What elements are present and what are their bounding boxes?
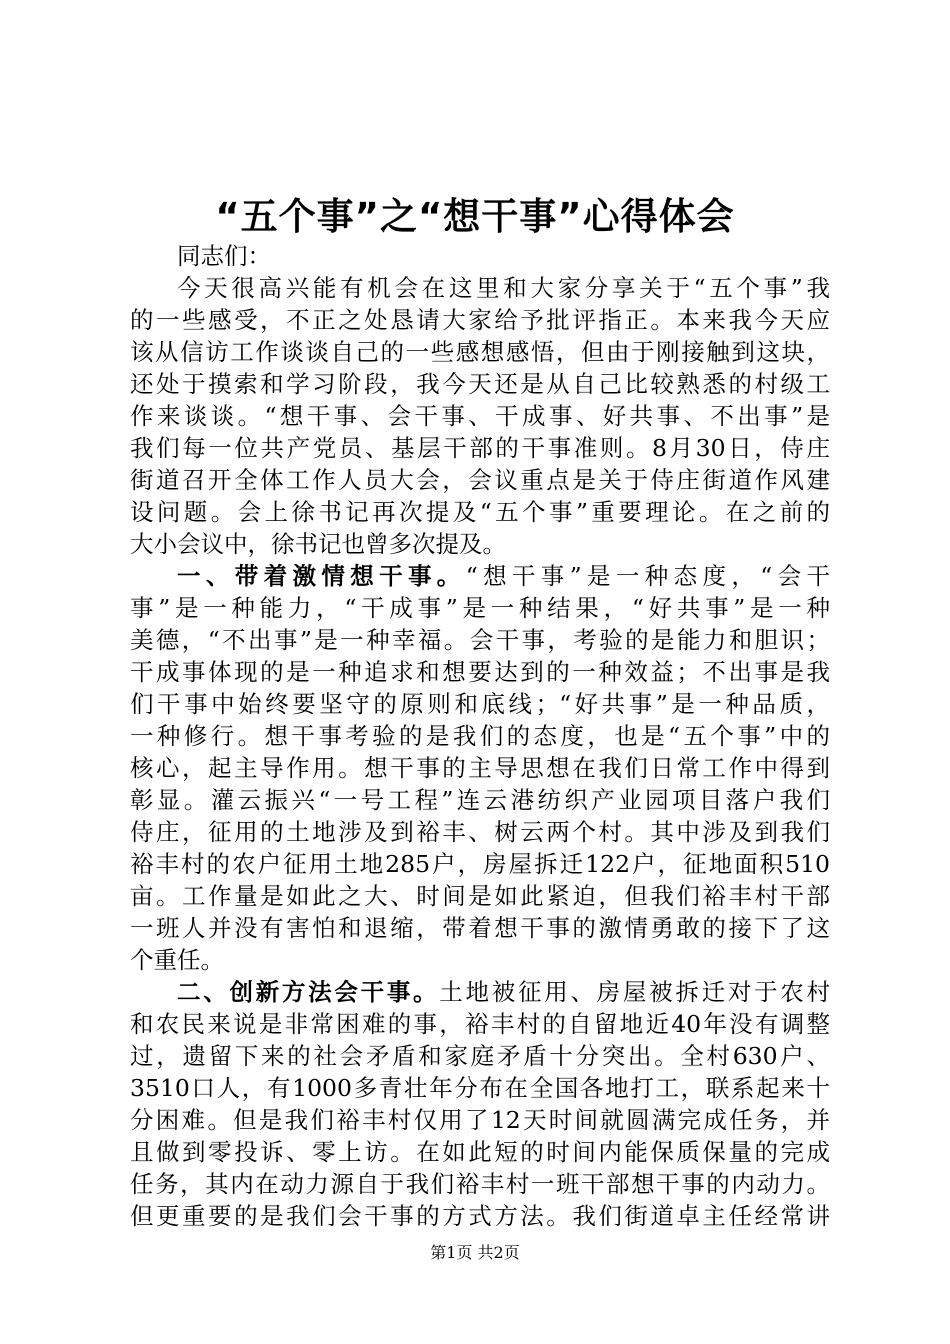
text-line: 们干事中始终要坚守的原则和底线；“好共事”是一种品质， (130, 690, 830, 718)
text-line: 还处于摸索和学习阶段，我今天还是从自己比较熟悉的村级工 (130, 370, 830, 398)
intro-paragraph (130, 272, 830, 560)
document-title: “五个事”之“想干事”心得体会 (215, 195, 735, 238)
text-line: 今天很高兴能有机会在这里和大家分享关于“五个事”我 (177, 274, 830, 302)
section1-paragraph (130, 592, 830, 976)
text-line: 分困难。但是我们裕丰村仅用了12天时间就圆满完成任务，并 (130, 1106, 830, 1134)
text-line: 彰显。灌云振兴“一号工程”连云港纺织产业园项目落户我们 (130, 786, 830, 814)
page-footer: 第1页 共2页 (430, 1243, 520, 1262)
text-line: 我们每一位共产党员、基层干部的干事准则。8月30日，侍庄 (130, 434, 830, 462)
text-line: 亩。工作量是如此之大、时间是如此紧迫，但我们裕丰村干部 (130, 882, 830, 910)
section2-first-line (130, 976, 830, 1008)
salutation: 同志们： (177, 242, 271, 270)
text-line: 过，遗留下来的社会矛盾和家庭矛盾十分突出。全村630户、 (130, 1042, 830, 1070)
text-line: 但更重要的是我们会干事的方式方法。我们街道卓主任经常讲 (130, 1202, 830, 1230)
text-line: 裕丰村的农户征用土地285户，房屋拆迁122户，征地面积510 (130, 850, 830, 878)
text-line: 一班人并没有害怕和退缩，带着想干事的激情勇敢的接下了这 (130, 914, 830, 942)
section2-first-text: 土地被征用、房屋被拆迁对于农村 (439, 978, 831, 1006)
text-line: 且做到零投诉、零上访。在如此短的时间内能保质保量的完成 (130, 1138, 830, 1166)
section1-heading: 一、带着激情想干事。 (177, 562, 466, 590)
text-line: 设问题。会上徐书记再次提及“五个事”重要理论。在之前的 (130, 498, 830, 526)
text-line: 侍庄，征用的土地涉及到裕丰、树云两个村。其中涉及到我们 (130, 818, 830, 846)
text-line: 个重任。 (130, 946, 224, 974)
section2-paragraph (130, 1008, 830, 1232)
text-line: 和农民来说是非常困难的事，裕丰村的自留地近40年没有调整 (130, 1010, 830, 1038)
text-line: 作来谈谈。“想干事、会干事、干成事、好共事、不出事”是 (130, 402, 830, 430)
text-line: 3510口人，有1000多青壮年分布在全国各地打工，联系起来十 (130, 1074, 830, 1102)
text-line: 任务，其内在动力源自于我们裕丰村一班干部想干事的内动力。 (130, 1170, 830, 1198)
section2-heading: 二、创新方法会干事。 (177, 978, 440, 1006)
text-line: 一种修行。想干事考验的是我们的态度，也是“五个事”中的 (130, 722, 830, 750)
text-line: 的一些感受，不正之处恳请大家给予批评指正。本来我今天应 (130, 306, 830, 334)
text-line: 美德，“不出事”是一种幸福。会干事，考验的是能力和胆识； (130, 626, 830, 654)
text-line: 事”是一种能力，“干成事”是一种结果，“好共事”是一种 (130, 594, 830, 622)
section1-first-text: “想干事”是一种态度，“会干 (465, 562, 831, 590)
text-line: 该从信访工作谈谈自己的一些感想感悟，但由于刚接触到这块， (130, 338, 830, 366)
text-line: 核心，起主导作用。想干事的主导思想在我们日常工作中得到 (130, 754, 830, 782)
section1-first-line (130, 560, 830, 592)
text-line: 干成事体现的是一种追求和想要达到的一种效益；不出事是我 (130, 658, 830, 686)
text-line: 街道召开全体工作人员大会，会议重点是关于侍庄街道作风建 (130, 466, 830, 494)
document-body (130, 240, 830, 1232)
text-line: 大小会议中，徐书记也曾多次提及。 (130, 530, 506, 558)
